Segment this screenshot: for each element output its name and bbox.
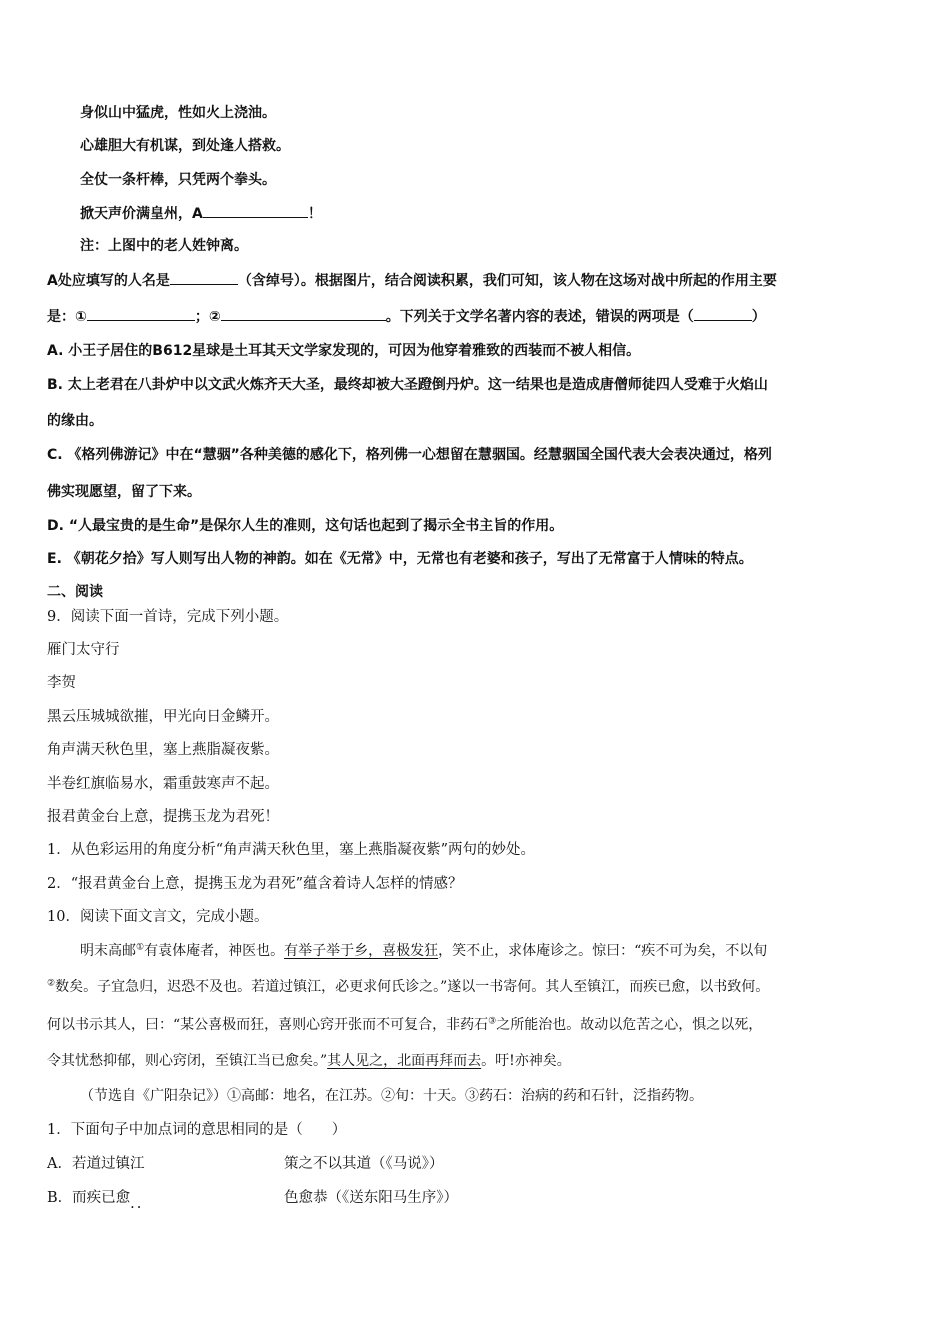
passage-text-3b: 之所能治也。故动以危苦之心，惧之以死， bbox=[496, 1017, 763, 1033]
question-9: 9．阅读下面一首诗，完成下列小题。 bbox=[47, 609, 289, 625]
question-a-line-1 bbox=[47, 270, 777, 291]
option-b-line-2: 的缘由。 bbox=[47, 413, 103, 429]
question-10-1: 1．下面句子中加点词的意思相同的是（ ） bbox=[47, 1122, 347, 1138]
option-10-b-right: 色愈恭（《送东阳马生序》） bbox=[284, 1190, 458, 1206]
poem-line-4-end: ！ bbox=[307, 206, 322, 222]
emphasis-dots: .. bbox=[130, 1196, 144, 1212]
answer-blank[interactable] bbox=[694, 306, 752, 321]
q-a-text-4: ；② bbox=[194, 309, 221, 325]
blank-a[interactable] bbox=[203, 203, 308, 218]
option-10-a-right: 策之不以其道（《马说》） bbox=[284, 1156, 444, 1172]
blank-a-label: A bbox=[192, 206, 203, 222]
footnote-2: ② bbox=[47, 978, 56, 989]
poem-line-3: 全仗一条杆棒，只凭两个拳头。 bbox=[80, 172, 276, 188]
passage-text-3a: 何以书示其人，曰：“某公喜极而狂，喜则心窍开张而不可复合，非药石 bbox=[47, 1017, 489, 1033]
passage-text-1c: ，笑不止，求体庵诊之。惊曰：“疾不可为矣，不以旬 bbox=[438, 943, 768, 959]
underlined-sentence-1: 有举子举于乡，喜极发狂 bbox=[284, 943, 439, 959]
q-a-text-3: 是：① bbox=[47, 309, 87, 325]
poem-note: 注：上图中的老人姓钟离。 bbox=[80, 238, 248, 254]
q-a-text-2: （含绰号）。根据图片，结合阅读积累，我们可知，该人物在这场对战中所起的作用主要 bbox=[237, 273, 777, 289]
option-a: A. 小王子居住的B612星球是土耳其天文学家发现的，可因为他穿着雅致的西装而不被人相信。 bbox=[47, 343, 641, 359]
poem2-line-1: 黑云压城城欲摧，甲光向日金鳞开。 bbox=[47, 709, 279, 725]
poem-line-4-text: 掀天声价满皇州， bbox=[80, 206, 192, 222]
option-e: E. 《朝花夕拾》写人则写出人物的神韵。如在《无常》中，无常也有老婆和孩子，写出了无常富于人情味的特点。 bbox=[47, 551, 753, 567]
role-blank-1[interactable] bbox=[87, 306, 195, 321]
q-a-text-1: A处应填写的人名是 bbox=[47, 273, 170, 289]
poem-title: 雁门太守行 bbox=[47, 642, 120, 658]
role-blank-2[interactable] bbox=[221, 306, 386, 321]
passage-line-2 bbox=[47, 977, 769, 997]
passage-notes: （节选自《广阳杂记》）①高邮：地名，在江苏。②旬：十天。③药石：治病的药和石针，泛指药物。 bbox=[80, 1088, 703, 1104]
poem-line-1: 身似山中猛虎，性如火上浇油。 bbox=[80, 105, 276, 121]
passage-text-2: 数矣。子宜急归，迟恐不及也。若道过镇江，必更求何氏诊之。”遂以一书寄何。其人至镇江，而疾已愈，以书致何。 bbox=[55, 979, 770, 995]
passage-text-1a: 明末高邮 bbox=[80, 943, 136, 959]
q-a-text-6: ） bbox=[751, 309, 766, 325]
name-blank[interactable] bbox=[170, 270, 238, 285]
option-c-line-1: C. 《格列佛游记》中在“慧骃”各种美德的感化下，格列佛一心想留在慧骃国。经慧骃国全国代表大会表决通过，格列 bbox=[47, 447, 772, 463]
underlined-sentence-2: 其人见之，北面再拜而去 bbox=[327, 1053, 482, 1069]
passage-text-4a: 令其忧愁抑郁，则心窍闭，至镇江当已愈矣。” bbox=[47, 1053, 328, 1069]
section-heading: 二、阅读 bbox=[47, 584, 103, 600]
option-10-b-left bbox=[47, 1188, 144, 1212]
poem2-line-3: 半卷红旗临易水，霜重鼓寒声不起。 bbox=[47, 776, 279, 792]
q-a-text-5: 。下列关于文学名著内容的表述，错误的两项是（ bbox=[385, 309, 694, 325]
passage-line-1 bbox=[80, 941, 767, 961]
poem-line-2: 心雄胆大有机谋，到处逢人搭救。 bbox=[80, 138, 290, 154]
option-d: D. “人最宝贵的是生命”是保尔人生的准则，这句话也起到了揭示全书主旨的作用。 bbox=[47, 518, 564, 534]
poem2-line-4: 报君黄金台上意，提携玉龙为君死！ bbox=[47, 809, 279, 825]
poem-line-4 bbox=[80, 203, 322, 224]
question-a-line-2 bbox=[47, 306, 766, 327]
passage-text-1b: 有袁体庵者，神医也。 bbox=[144, 943, 285, 959]
question-9-1: 1．从色彩运用的角度分析“角声满天秋色里，塞上燕脂凝夜紫”两句的妙处。 bbox=[47, 842, 536, 858]
poem-author: 李贺 bbox=[47, 675, 76, 691]
footnote-3: ③ bbox=[488, 1016, 497, 1027]
footnote-1: ① bbox=[136, 942, 145, 953]
question-9-2: 2．“报君黄金台上意，提携玉龙为君死”蕴含着诗人怎样的情感？ bbox=[47, 876, 463, 892]
passage-line-3 bbox=[47, 1015, 762, 1035]
passage-line-4 bbox=[47, 1051, 571, 1071]
option-10-b-text: B．而疾已愈 bbox=[47, 1190, 131, 1206]
poem2-line-2: 角声满天秋色里，塞上燕脂凝夜紫。 bbox=[47, 742, 279, 758]
option-10-a-left: A．若道过镇江 bbox=[47, 1156, 145, 1172]
option-c-line-2: 佛实现愿望，留了下来。 bbox=[47, 484, 201, 500]
option-b-line-1: B. 太上老君在八卦炉中以文武火炼齐天大圣，最终却被大圣蹬倒丹炉。这一结果也是造成唐僧师徒四人受难于火焰山 bbox=[47, 377, 768, 393]
passage-text-4b: 。吁!亦神矣。 bbox=[481, 1053, 571, 1069]
question-10: 10．阅读下面文言文，完成小题。 bbox=[47, 909, 269, 925]
